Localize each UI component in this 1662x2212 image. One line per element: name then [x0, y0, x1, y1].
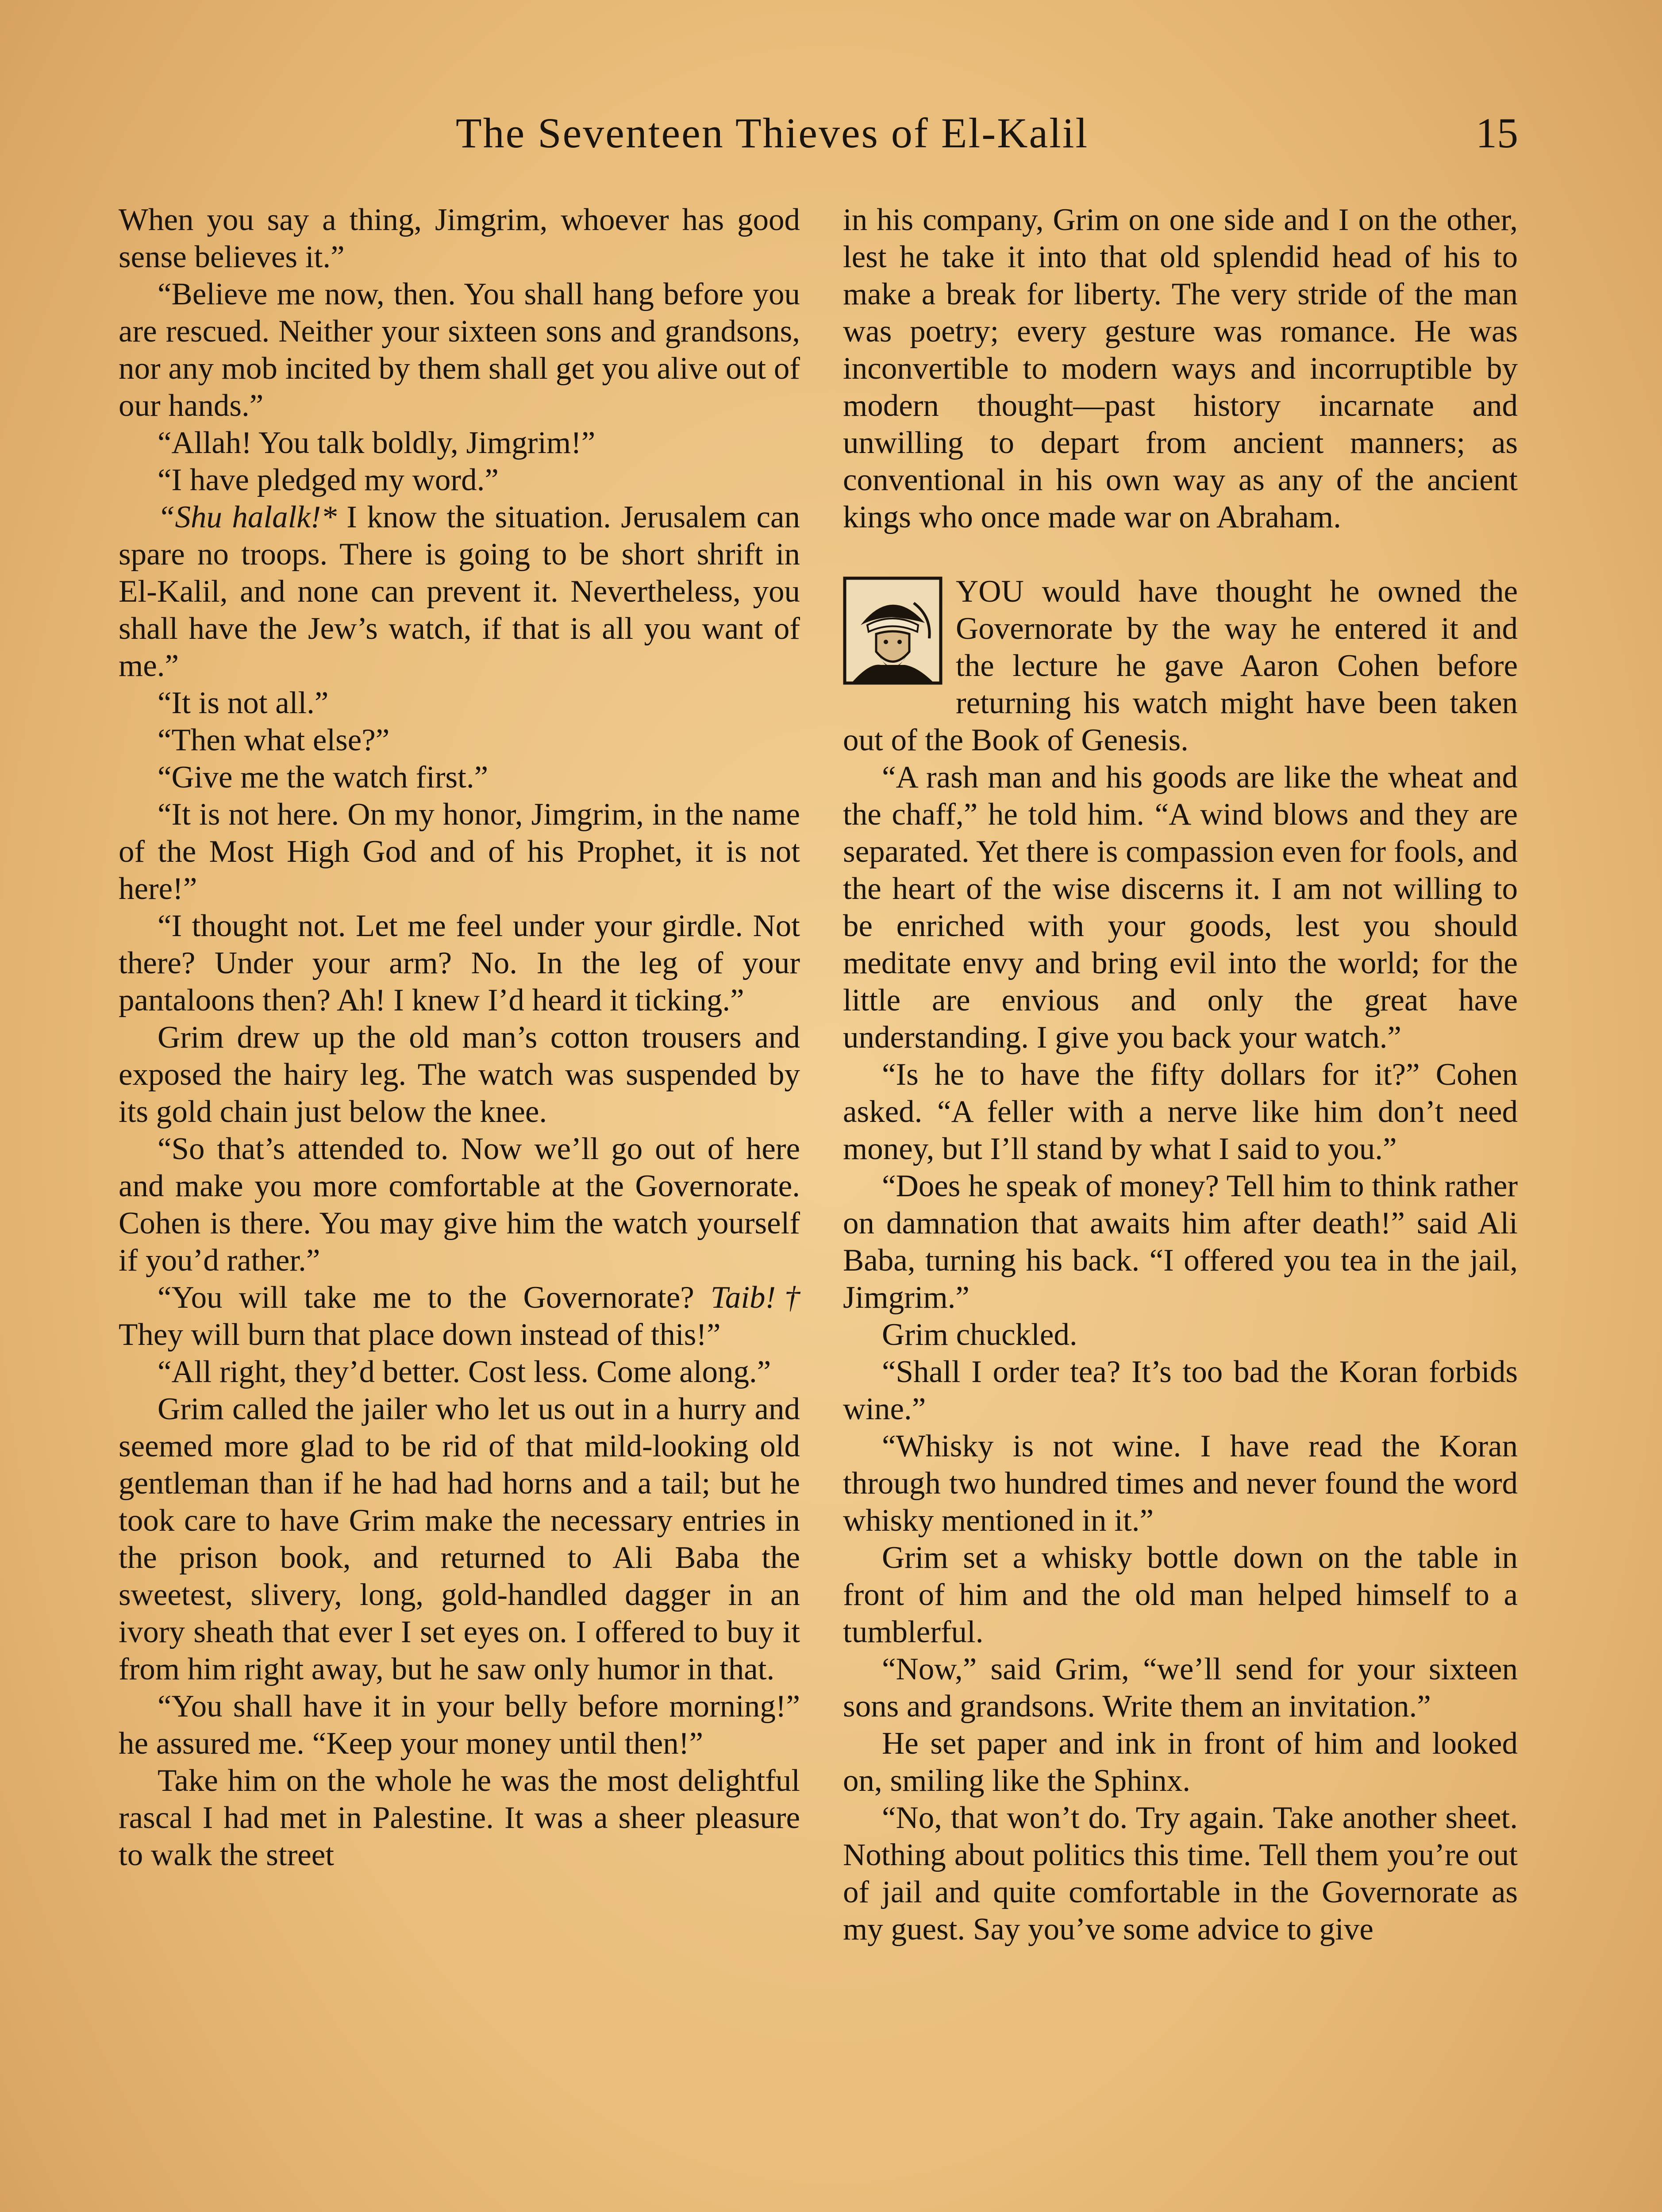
paragraph: “It is not here. On my honor, Jimgrim, in the name of the Most High God and of his Prophet, it is not here!”	[119, 797, 800, 906]
left-column	[119, 201, 800, 1874]
paragraph: “Is he to have the fifty dollars for it?” Cohen asked. “A feller with a nerve like him don’t need money, but I’ll stand by what I said to you.”	[843, 1057, 1518, 1166]
paragraph: “You shall have it in your belly before morning!” he assured me. “Keep your money until then!”	[119, 1689, 800, 1761]
page-header	[0, 0, 1662, 186]
page-number: 15	[1476, 109, 1518, 157]
paragraph: When you say a thing, Jimgrim, whoever has good sense believes it.”	[119, 203, 800, 274]
paragraph: “Shall I order tea? It’s too bad the Koran forbids wine.”	[843, 1355, 1518, 1426]
paragraph: Grim set a whisky bottle down on the table in front of him and the old man helped himself to a tumblerful.	[843, 1540, 1518, 1649]
paragraph: “Believe me now, then. You shall hang before you are rescued. Neither your sixteen sons and grandsons, nor any mob incited by them shall get you alive out of our hands.”	[119, 277, 800, 423]
right-column	[843, 201, 1518, 1948]
running-title: The Seventeen Thieves of El-Kalil	[456, 109, 1089, 157]
paragraph: “Whisky is not wine. I have read the Koran through two hundred times and never found the word whisky mentioned in it.”	[843, 1429, 1518, 1538]
paragraph-text: “You will take me to the Governorate?	[158, 1280, 711, 1315]
paragraph: “Does he speak of money? Tell him to think rather on damnation that awaits him after death!” said Ali Baba, turning his back. “I offered you tea in the jail, Jimgrim.”	[843, 1169, 1518, 1315]
turbaned-man-vignette-icon	[843, 576, 943, 685]
paragraph: “I thought not. Let me feel under your girdle. Not there? Under your arm? No. In the leg of your pantaloons then? Ah! I knew I’d heard it ticking.”	[119, 909, 800, 1018]
paragraph: “Give me the watch first.”	[158, 760, 489, 795]
paragraph: “I have pledged my word.”	[158, 463, 499, 497]
paragraph-text: YOU would have thought he owned the Governorate by the way he entered it and the lecture he gave Aaron Cohen before returning his watch might have been taken out of the Book of Genesis.	[843, 574, 1518, 757]
paragraph: “Allah! You talk boldly, Jimgrim!”	[158, 426, 596, 460]
paragraph: “So that’s attended to. Now we’ll go out of here and make you more comfortable at the Governorate. Cohen is there. You may give him the watch yourself if you’d rather.”	[119, 1132, 800, 1278]
paragraph: “It is not all.”	[158, 686, 329, 720]
arabic-phrase: Taib!†	[710, 1280, 800, 1315]
paragraph: “A rash man and his goods are like the wheat and the chaff,” he told him. “A wind blows and they are separated. Yet there is compassion even for fools, and the heart of the wise discerns it. I am not willing to be enriched with your goods, lest you should meditate envy and bring evil into the world; for the little are envious and only the great have understanding. I give you back your watch.”	[843, 760, 1518, 1055]
paragraph: Take him on the whole he was the most delightful rascal I had met in Palestine. It was a sheer pleasure to walk the street	[119, 1763, 800, 1872]
illustrated-drop-cap	[843, 576, 943, 685]
paragraph: “No, that won’t do. Try again. Take another sheet. Nothing about politics this time. Tell them you’re out of jail and quite comfortable in the Governorate as my guest. Say you’ve some advice to give	[843, 1801, 1518, 1947]
paragraph: Grim drew up the old man’s cotton trousers and exposed the hairy leg. The watch was suspended by its gold chain just below the knee.	[119, 1020, 800, 1129]
paragraph: He set paper and ink in front of him and looked on, smiling like the Sphinx.	[843, 1726, 1518, 1798]
arabic-phrase: “Shu halalk!*	[158, 500, 337, 534]
paragraph-text: They will burn that place down instead of this!”	[119, 1317, 721, 1352]
paragraph-text: I know the situation. Jerusalem can spare no troops. There is going to be short shrift in El-Kalil, and none can prevent it. Nevertheless, you shall have the Jew’s watch, if that is all you want of me.”	[119, 500, 800, 683]
paragraph: “Now,” said Grim, “we’ll send for your sixteen sons and grandsons. Write them an invitation.”	[843, 1652, 1518, 1724]
paragraph: Grim chuckled.	[882, 1317, 1077, 1352]
paragraph: Grim called the jailer who let us out in a hurry and seemed more glad to be rid of that mild-looking old gentleman than if he had had horns and a tail; but he took care to have Grim make the necessary entries in the prison book, and returned to Ali Baba the sweetest, slivery, long, gold-handled dagger in an ivory sheath that ever I set eyes on. I offered to buy it from him right away, but he saw only humor in that.	[119, 1392, 800, 1686]
paragraph	[119, 1279, 800, 1353]
paragraph: “Then what else?”	[158, 723, 390, 757]
paragraph: in his company, Grim on one side and I on the other, lest he take it into that old splendid head of his to make a break for liberty. The very stride of the man was poetry; every gesture was romance. He was inconvertible to modern ways and incorruptible by modern thought—past history incarnate and unwilling to depart from ancient manners; as conventional in his own way as any of the ancient kings who once made war on Abraham.	[843, 203, 1518, 534]
paragraph: “All right, they’d better. Cost less. Come along.”	[158, 1355, 771, 1389]
paragraph	[119, 499, 800, 684]
section-opening-paragraph	[843, 573, 1518, 759]
